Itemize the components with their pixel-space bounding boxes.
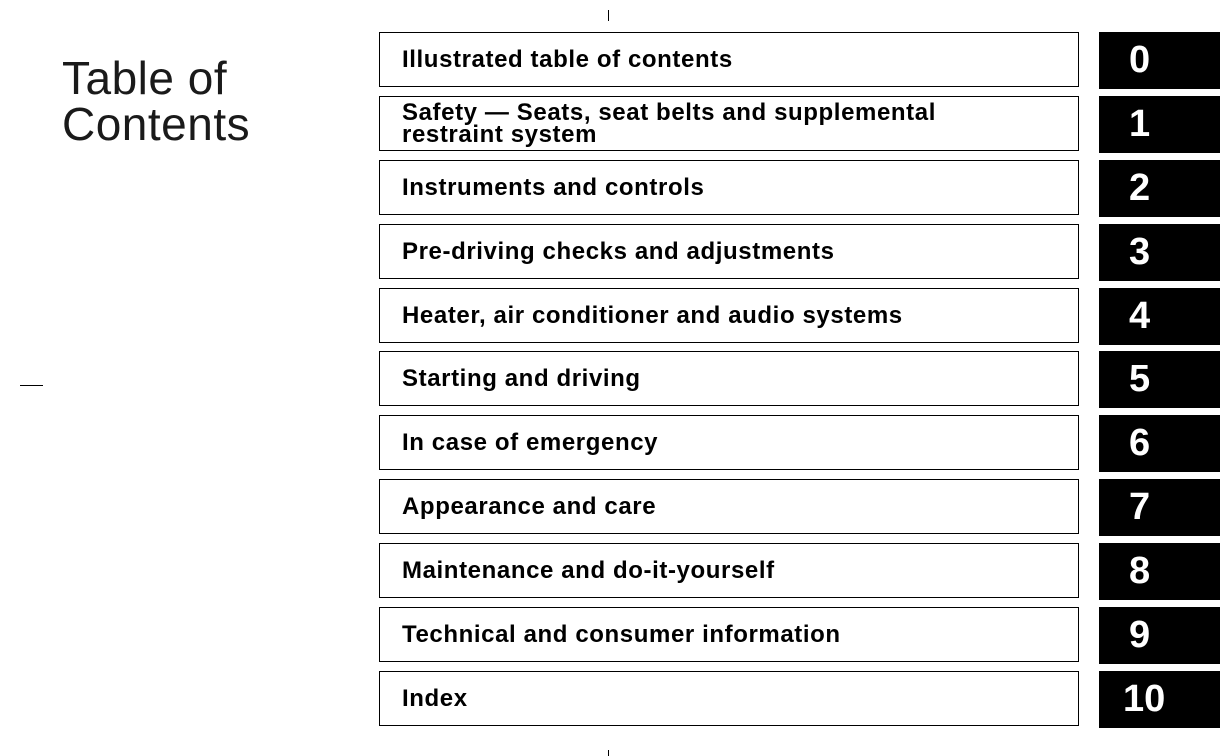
section-tab-8[interactable]: 8 xyxy=(1099,543,1220,600)
toc-entry-instruments-and-controls[interactable] xyxy=(379,160,1079,215)
toc-entry-maintenance[interactable] xyxy=(379,543,1079,598)
toc-row-10 xyxy=(379,671,1220,728)
toc-entry-pre-driving-checks[interactable] xyxy=(379,224,1079,279)
toc-entry-heater-air-audio[interactable] xyxy=(379,288,1079,343)
toc-entry-label: Safety — Seats, seat belts and supplemental restraint system xyxy=(402,98,936,148)
toc-row-6 xyxy=(379,415,1220,472)
toc-entry-appearance-and-care[interactable] xyxy=(379,479,1079,534)
toc-row-9 xyxy=(379,607,1220,664)
toc-row-1 xyxy=(379,96,1220,153)
section-tab-6[interactable]: 6 xyxy=(1099,415,1220,472)
toc-row-7 xyxy=(379,479,1220,536)
toc-entry-label: Illustrated table of contents xyxy=(402,45,733,73)
section-tab-9[interactable]: 9 xyxy=(1099,607,1220,664)
section-tab-4[interactable]: 4 xyxy=(1099,288,1220,345)
toc-entry-illustrated-table-of-contents[interactable] xyxy=(379,32,1079,87)
section-tab-1[interactable]: 1 xyxy=(1099,96,1220,153)
section-tab-0[interactable]: 0 xyxy=(1099,32,1220,89)
toc-entry-technical-and-consumer-info[interactable] xyxy=(379,607,1079,662)
toc-entry-label: In case of emergency xyxy=(402,428,659,456)
section-tab-3[interactable]: 3 xyxy=(1099,224,1220,281)
toc-entry-label: Instruments and controls xyxy=(402,173,705,201)
toc-entry-label: Index xyxy=(402,684,468,712)
page-title-line-1: Table of xyxy=(62,51,228,104)
toc-row-2 xyxy=(379,160,1220,217)
section-tab-10[interactable]: 10 xyxy=(1099,671,1220,728)
toc-row-3 xyxy=(379,224,1220,281)
toc-entry-starting-and-driving[interactable] xyxy=(379,351,1079,406)
section-tab-2[interactable]: 2 xyxy=(1099,160,1220,217)
page-title-line-2: Contents xyxy=(62,97,251,150)
toc-entry-label: Technical and consumer information xyxy=(402,620,841,648)
section-tab-7[interactable]: 7 xyxy=(1099,479,1220,536)
toc-row-5 xyxy=(379,351,1220,408)
toc-row-8 xyxy=(379,543,1220,600)
toc-entry-label: Appearance and care xyxy=(402,492,657,520)
toc-row-4 xyxy=(379,288,1220,345)
toc-entry-label: Maintenance and do-it-yourself xyxy=(402,556,775,584)
toc-entry-in-case-of-emergency[interactable] xyxy=(379,415,1079,470)
toc-entry-label: Starting and driving xyxy=(402,364,641,392)
toc-entry-label: Pre-driving checks and adjustments xyxy=(402,237,835,265)
toc-row-0 xyxy=(379,32,1220,89)
section-tab-5[interactable]: 5 xyxy=(1099,351,1220,408)
toc-entry-label: Heater, air conditioner and audio systems xyxy=(402,301,903,329)
toc-entry-index[interactable] xyxy=(379,671,1079,726)
toc-entry-safety[interactable] xyxy=(379,96,1079,151)
